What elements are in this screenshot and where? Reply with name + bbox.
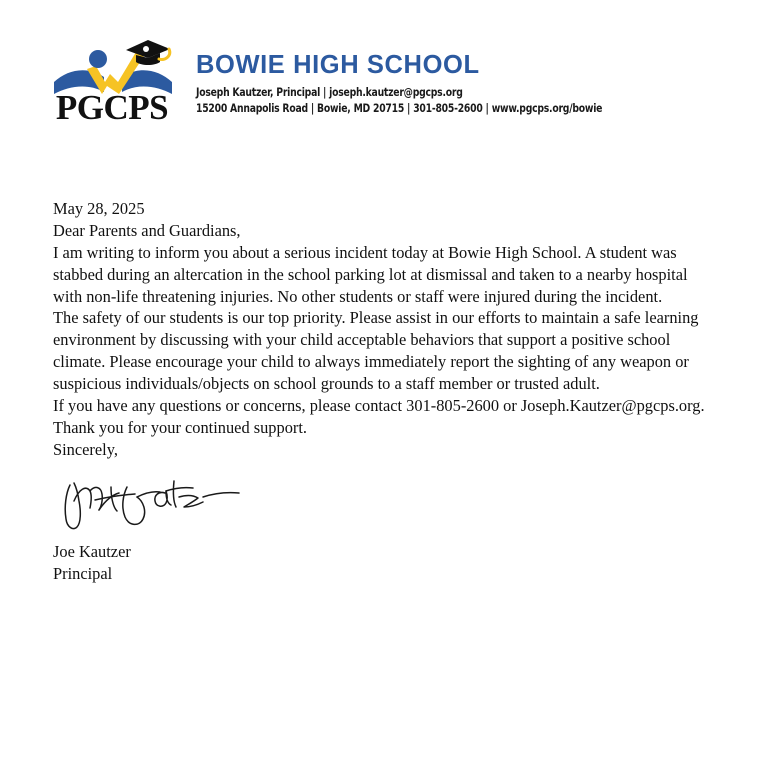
signer-name: Joe Kautzer <box>53 541 131 561</box>
letter-paragraph-2: The safety of our students is our top priority. Please assist in our efforts to maintain a safe learning environment by discussing with your child acceptable behaviors that support a positive school climate. Please encourage your child to always immediately report the sighting of any weapon or suspicious individuals/objects on school grounds to a staff member or trusted adult. <box>53 308 699 394</box>
letter-closing: Sincerely, <box>53 439 118 459</box>
letter-salutation: Dear Parents and Guardians, <box>53 220 241 240</box>
principal-contact-line: Joseph Kautzer, Principal | joseph.kautzer@pgcps.org <box>196 85 463 99</box>
pgcps-logo <box>46 38 178 134</box>
letterhead <box>46 38 736 134</box>
letter-paragraph-4: Thank you for your continued support. <box>53 417 308 437</box>
letter-paragraph-1: I am writing to inform you about a serious incident today at Bowie High School. A student was stabbed during an altercation in the school parking lot at dismissal and taken to a nearby hospital with non-life threatening injuries. No other students or staff were injured during the incident. <box>53 242 688 306</box>
school-name: BOWIE HIGH SCHOOL <box>196 51 480 79</box>
letterhead-text <box>178 38 736 117</box>
letter-paragraph-3: If you have any questions or concerns, please contact 301-805-2600 or Joseph.Kautzer@pgcps.org. <box>53 396 705 416</box>
address-contact-line: 15200 Annapolis Road | Bowie, MD 20715 | 301-805-2600 | www.pgcps.org/bowie <box>196 101 603 115</box>
signer-title: Principal <box>53 563 113 583</box>
pgcps-wordmark: PGCPS <box>55 88 169 127</box>
letter-date: May 28, 2025 <box>53 199 145 218</box>
signature-image <box>53 467 253 539</box>
letter-body <box>53 198 720 584</box>
